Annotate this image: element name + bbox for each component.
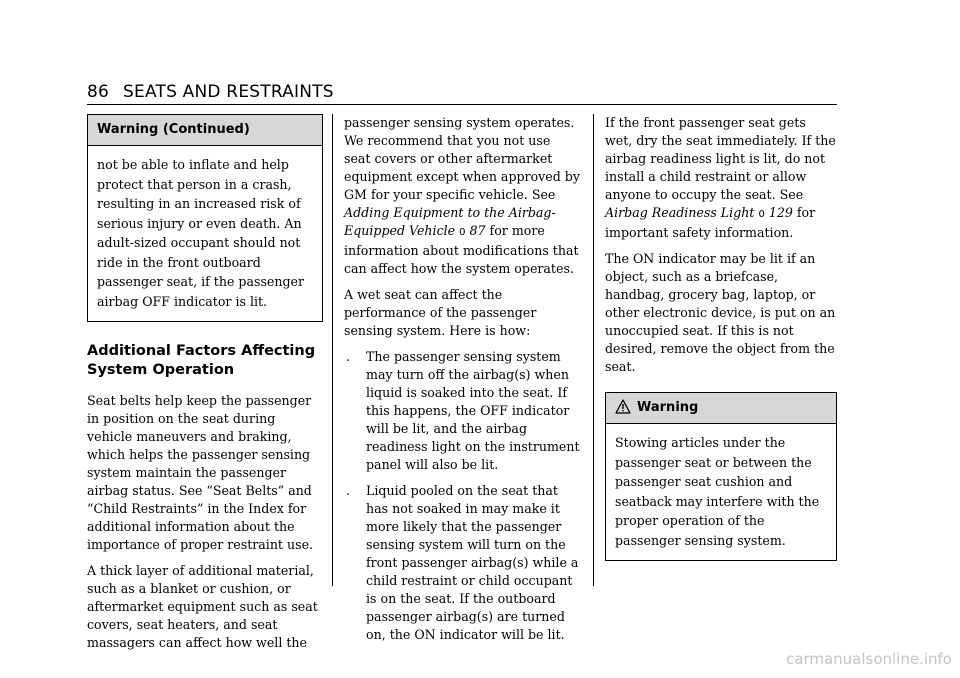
section-heading: Additional Factors Affecting System Operation: [87, 343, 316, 378]
bullet-marker: .: [346, 349, 351, 364]
warning-title: Warning (Continued): [88, 115, 322, 146]
column-divider: [332, 114, 333, 586]
warning-text: not be able to inflate and help protect that person in a crash, resulting in an increased risk of serious injury or even death. An adult-sized occupant should not ride in the front outboard passenger seat, if the passenger airbag OFF indicator is lit.: [97, 157, 305, 309]
watermark: carmanualsonline.info: [786, 650, 952, 668]
column-1: [87, 114, 323, 660]
page-number: 86: [87, 82, 110, 102]
page-ref-arrow-icon: 0: [459, 227, 466, 238]
paragraph: The ON indicator may be lit if an object, such as a briefcase, handbag, grocery bag, laptop, or other electronic device, is put on an unoccupied seat. If this is not desired, remove the object from the seat.: [605, 251, 836, 374]
column-3: [605, 114, 837, 581]
warning-header: [606, 393, 836, 424]
warning-triangle-icon: [615, 399, 631, 414]
list-item: . The passenger sensing system may turn off the airbag(s) when liquid is soaked into the seat. If this happens, the OFF indicator will be lit, and the airbag readiness light on the instrument panel will also be lit.: [346, 349, 580, 472]
page-header: [87, 82, 334, 102]
list-item: . Liquid pooled on the seat that has not soaked in may make it more likely that the passenger sensing system will turn on the front passenger airbag(s) while a child restraint or child occupant is on the seat. If the outboard passenger airbag(s) are turned on, the ON indicator will be lit.: [346, 483, 579, 642]
paragraph: A thick layer of additional material, such as a blanket or cushion, or aftermarket equipment such as seat covers, seat heaters, and seat massagers can affect how well the: [87, 563, 318, 650]
page-ref-arrow-icon: 0: [758, 209, 765, 220]
paragraph: Seat belts help keep the passenger in position on the seat during vehicle maneuvers and braking, which helps the passenger sensing system maintain the passenger airbag status. See “Seat Belts” and “Child Restraints” in the Index for additional information about the importance of proper restraint use.: [87, 393, 314, 552]
paragraph: A wet seat can affect the performance of the passenger sensing system. Here is how:: [344, 287, 537, 338]
column-2: [344, 114, 580, 652]
column-divider: [593, 114, 594, 586]
warning-text: Stowing articles under the passenger seat or between the passenger seat cushion and seatback may interfere with the proper operation of the passenger sensing system.: [615, 435, 820, 548]
warning-box-continued: [87, 114, 323, 322]
paragraph: If the front passenger seat gets wet, dry the seat immediately. If the airbag readiness light is lit, do not install a child restraint or allow anyone to occupy the seat. See Airbag Readiness Light 0 129 for important safety information.: [605, 115, 836, 240]
section-title: SEATS AND RESTRAINTS: [123, 82, 334, 102]
cross-reference-link[interactable]: Adding Equipment to the Airbag-Equipped Vehicle: [344, 205, 556, 238]
cross-reference-link[interactable]: Airbag Readiness Light: [605, 205, 755, 220]
paragraph: passenger sensing system operates. We recommend that you not use seat covers or other aftermarket equipment except when approved by GM for your specific vehicle. See Adding Equipment to the Airbag-Equipped Vehicle 0 87 for more information about modifications that can affect how the system operates.: [344, 115, 580, 276]
warning-title: Warning: [637, 400, 699, 415]
bullet-marker: .: [346, 483, 351, 498]
header-rule: [87, 104, 837, 105]
page-ref-number[interactable]: 87: [469, 223, 486, 238]
page-ref-number[interactable]: 129: [768, 205, 793, 220]
warning-box: [605, 392, 837, 561]
